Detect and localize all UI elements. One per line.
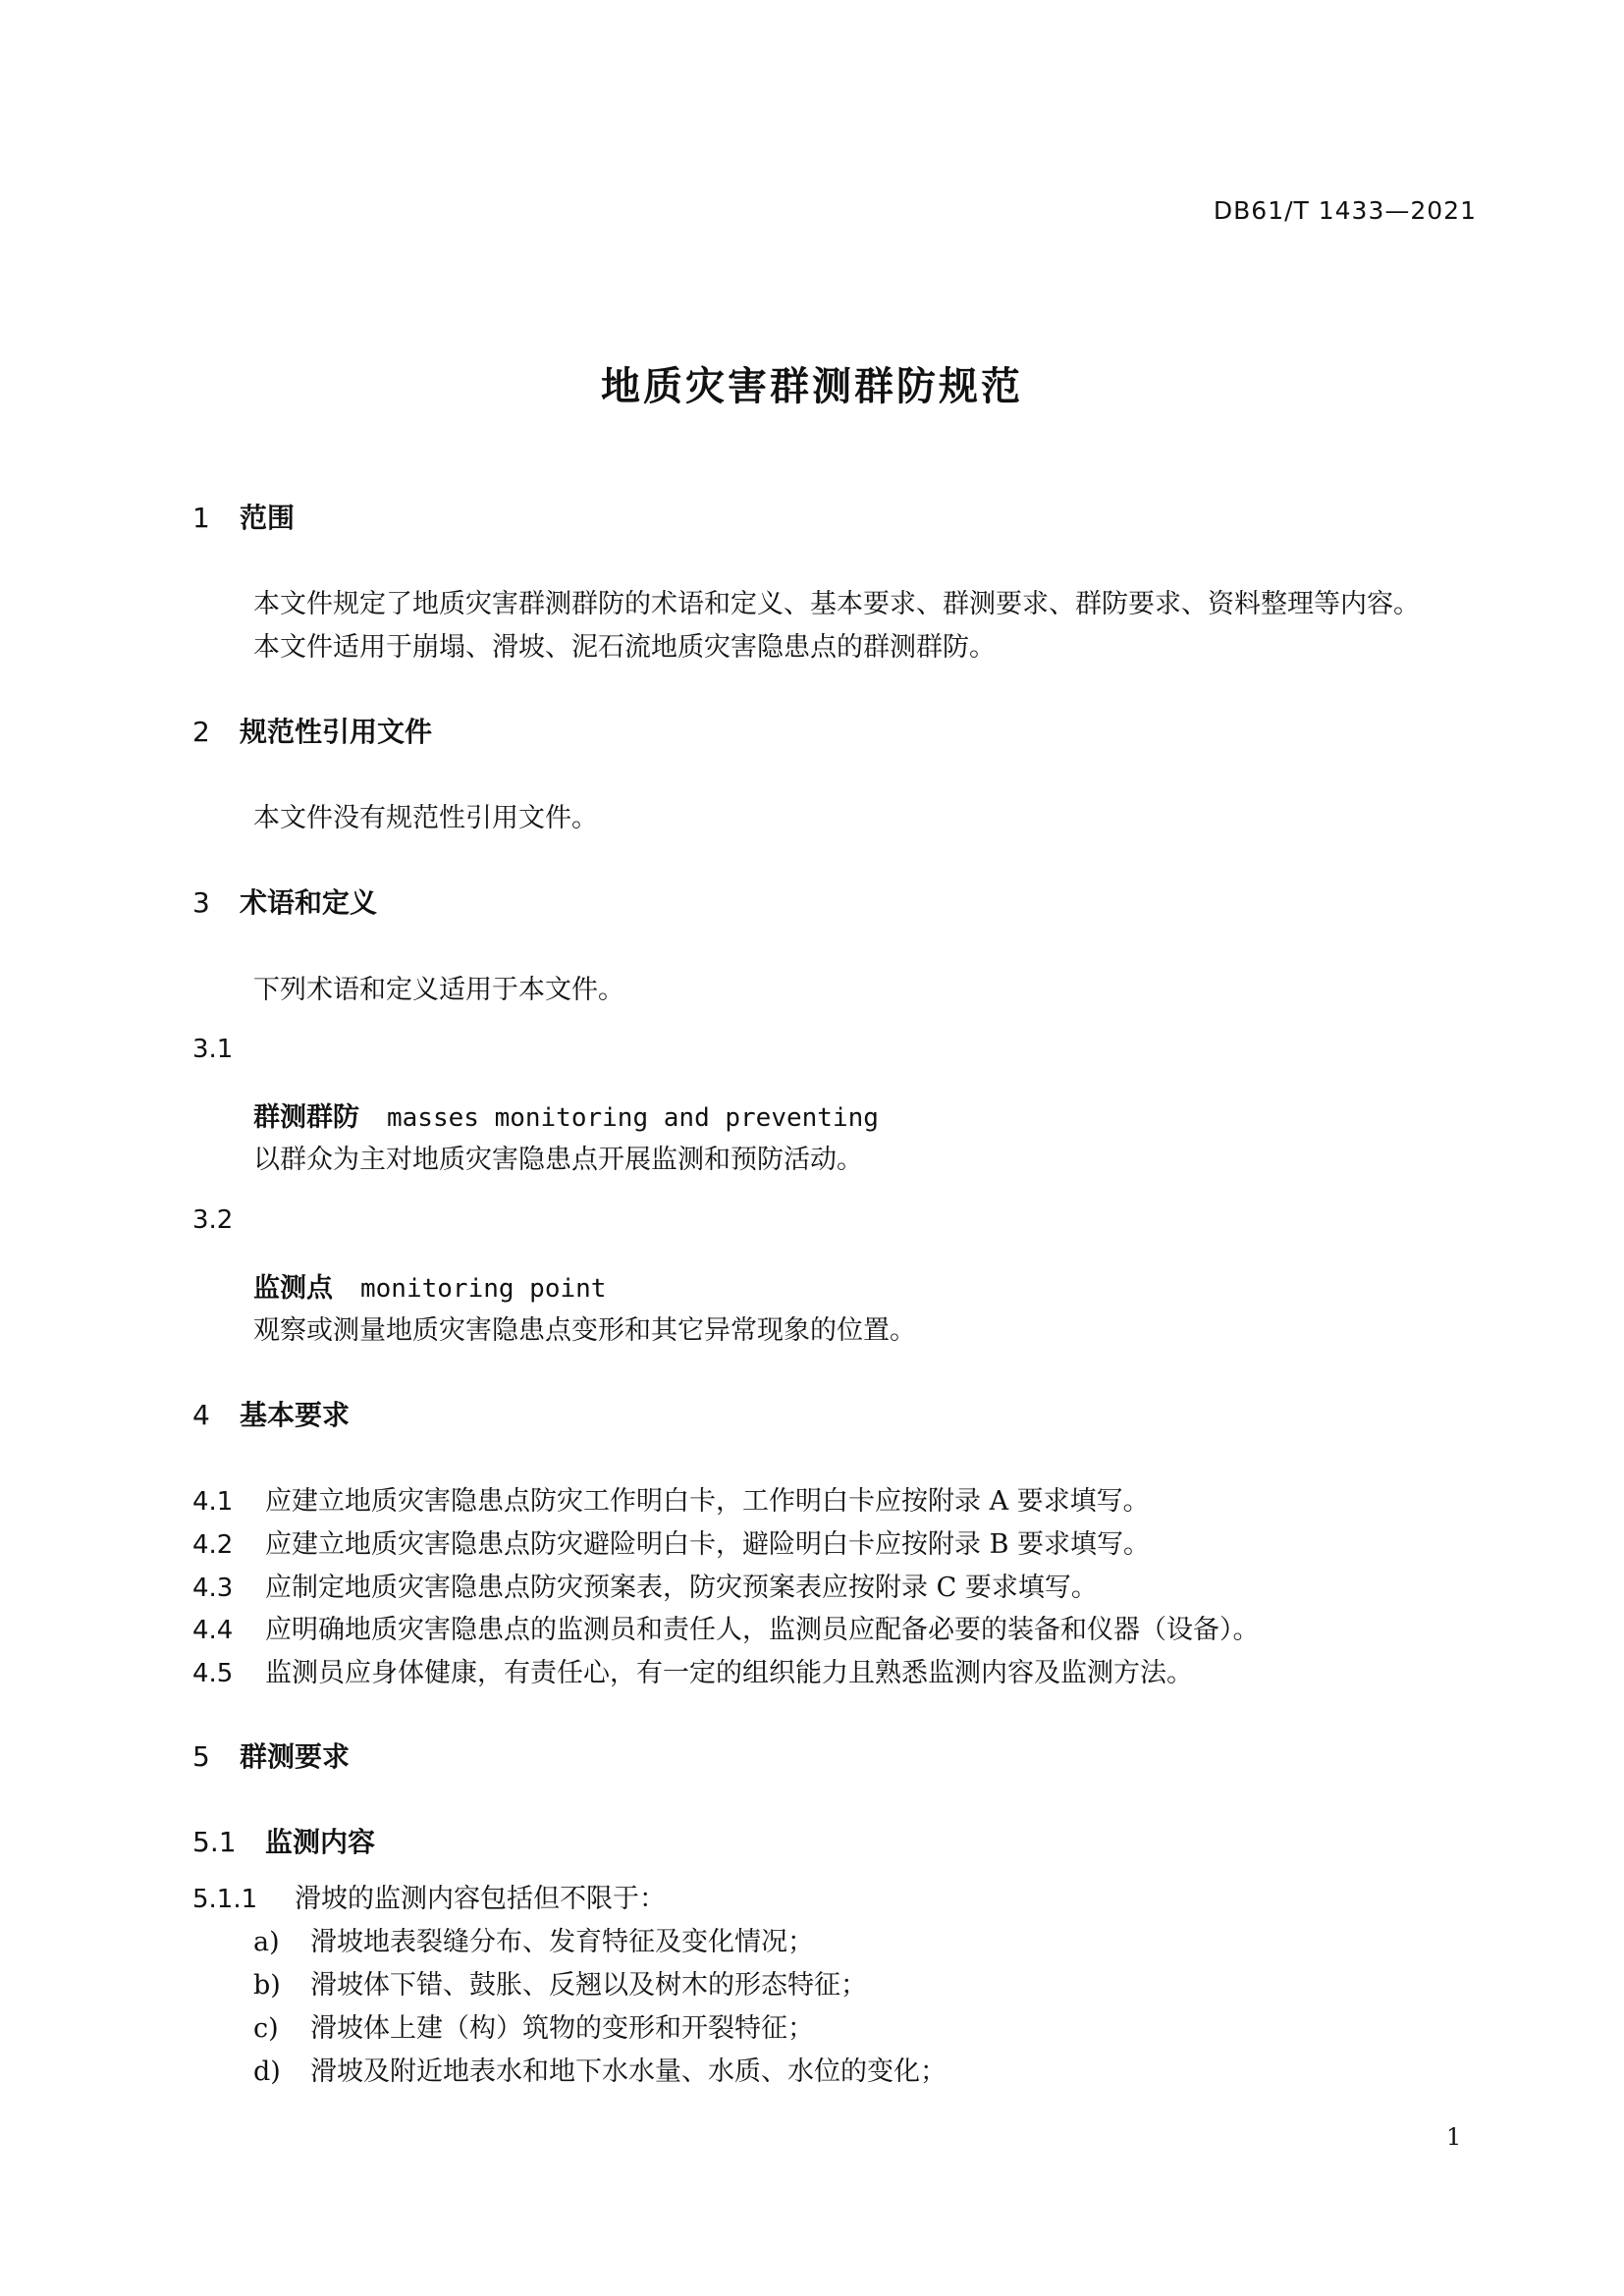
list-text: 滑坡地表裂缝分布、发育特征及变化情况； [310,1927,814,1957]
clause [192,1608,1260,1646]
term-definition: 观察或测量地质灾害隐患点变形和其它异常现象的位置。 [253,1315,916,1346]
section-heading [192,711,432,750]
clause-text: 应建立地质灾害隐患点防灾避险明白卡，避险明白卡应按附录 B 要求填写。 [265,1529,1151,1560]
clause-text: 应制定地质灾害隐患点防灾预案表，防灾预案表应按附录 C 要求填写。 [265,1573,1098,1603]
section-title: 群测要求 [240,1740,351,1773]
subsection-number: 5.1 [192,1826,237,1858]
document-title: 地质灾害群测群防规范 [601,364,1023,409]
term-english: monitoring point [360,1274,607,1304]
clause [192,1522,1150,1561]
subsection-heading [192,1821,375,1860]
clause-text: 应建立地质灾害隐患点防灾工作明白卡，工作明白卡应按附录 A 要求填写。 [265,1486,1150,1517]
term-definition: 以群众为主对地质灾害隐患点开展监测和预防活动。 [253,1145,863,1175]
term-chinese: 监测点 [253,1273,333,1304]
term-english: masses monitoring and preventing [387,1103,879,1133]
section-heading [192,497,295,536]
clause [192,1566,1098,1604]
clause-number: 4.3 [192,1574,234,1603]
paragraph: 本文件规定了地质灾害群测群防的术语和定义、基本要求、群测要求、群防要求、资料整理等内容。 [253,589,1420,619]
paragraph: 下列术语和定义适用于本文件。 [253,975,624,1005]
section-title: 基本要求 [240,1399,351,1431]
clause-number: 4.4 [192,1616,234,1645]
section-number: 4 [192,1399,210,1431]
section-title: 范围 [240,502,296,534]
standard-number: DB61/T 1433—2021 [1213,196,1477,225]
term-entry [253,1095,879,1134]
list-marker: c) [253,2013,279,2044]
section-title: 术语和定义 [240,886,378,919]
clause [192,1479,1150,1518]
section-number: 1 [192,502,210,534]
list-text: 滑坡及附近地表水和地下水水量、水质、水位的变化； [310,2056,947,2087]
clause-number: 4.2 [192,1530,234,1560]
list-item [253,1963,867,2002]
list-item [253,1920,814,1958]
sub-clause-text: 滑坡的监测内容包括但不限于： [295,1884,666,1914]
list-item [253,2050,947,2088]
section-heading [192,1394,350,1433]
section-heading [192,881,377,921]
list-marker: d) [253,2056,281,2087]
paragraph: 本文件没有规范性引用文件。 [253,803,598,833]
term-number: 3.2 [192,1205,234,1235]
sub-clause [192,1877,666,1915]
section-title: 规范性引用文件 [240,716,433,748]
clause [192,1651,1193,1689]
clause-number: 4.1 [192,1487,234,1517]
term-entry [253,1266,606,1305]
section-heading [192,1735,350,1775]
section-number: 2 [192,716,210,748]
clause-text: 监测员应身体健康，有责任心，有一定的组织能力且熟悉监测内容及监测方法。 [265,1658,1193,1688]
section-number: 5 [192,1740,210,1773]
list-marker: a) [253,1927,280,1957]
page-number: 1 [1446,2123,1462,2151]
section-number: 3 [192,886,210,919]
paragraph: 本文件适用于崩塌、滑坡、泥石流地质灾害隐患点的群测群防。 [253,632,996,663]
clause-text: 应明确地质灾害隐患点的监测员和责任人，监测员应配备必要的装备和仪器（设备）。 [265,1615,1260,1645]
subsection-title: 监测内容 [265,1826,376,1858]
list-text: 滑坡体上建（构）筑物的变形和开裂特征； [310,2013,814,2044]
clause-number: 4.5 [192,1659,234,1688]
sub-clause-number: 5.1.1 [192,1885,258,1914]
term-number: 3.1 [192,1035,234,1064]
term-chinese: 群测群防 [253,1102,359,1133]
list-marker: b) [253,1970,281,2001]
list-text: 滑坡体下错、鼓胀、反翘以及树木的形态特征； [310,1970,867,2001]
list-item [253,2006,814,2045]
